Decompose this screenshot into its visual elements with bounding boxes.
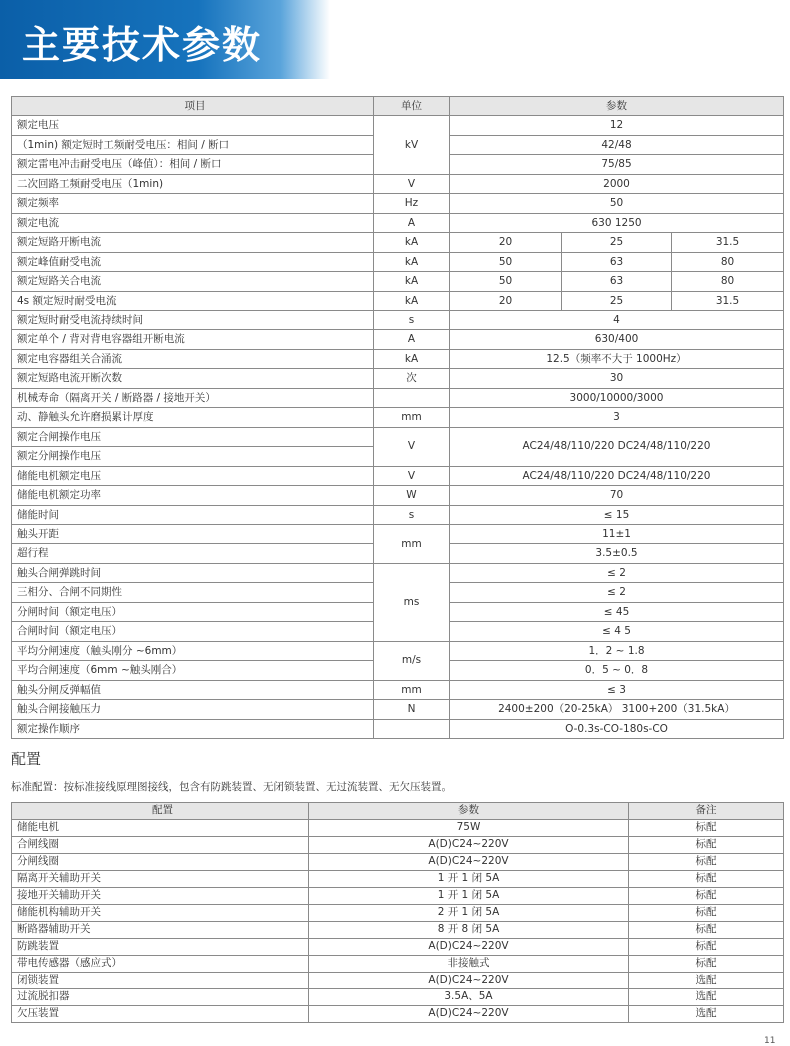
table-row <box>12 349 784 368</box>
table-row <box>12 194 784 213</box>
row-param: 20 <box>450 233 562 252</box>
row-param: 0．5 ~ 0．8 <box>450 661 784 680</box>
row-param: 2400±200（20-25kA） 3100+200（31.5kA） <box>450 700 784 719</box>
config-note: 选配 <box>629 989 784 1006</box>
row-item: 4s 额定短时耐受电流 <box>12 291 374 310</box>
config-name: 分闸线圈 <box>12 853 309 870</box>
row-param: 3 <box>450 408 784 427</box>
row-unit: V <box>374 466 450 485</box>
row-param: O-0.3s-CO-180s-CO <box>450 719 784 738</box>
row-unit: N <box>374 700 450 719</box>
spec-table <box>11 96 784 739</box>
row-item: 额定操作顺序 <box>12 719 374 738</box>
config-name: 接地开关辅助开关 <box>12 887 309 904</box>
table-row <box>12 904 784 921</box>
row-item: 额定电容器组关合涌流 <box>12 349 374 368</box>
config-param: 2 开 1 闭 5A <box>309 904 629 921</box>
row-param: ≤ 2 <box>450 583 784 602</box>
table-row <box>12 486 784 505</box>
config-note: 标配 <box>629 819 784 836</box>
row-item: 触头开距 <box>12 524 374 543</box>
table-row <box>12 330 784 349</box>
row-item: 额定电压 <box>12 116 374 135</box>
table-row <box>12 870 784 887</box>
row-param: 12.5（频率不大于 1000Hz） <box>450 349 784 368</box>
row-param: 11±1 <box>450 524 784 543</box>
table-row <box>12 972 784 989</box>
config-name: 合闸线圈 <box>12 836 309 853</box>
row-param: ≤ 15 <box>450 505 784 524</box>
row-param: 31.5 <box>672 291 784 310</box>
row-item: 二次回路工频耐受电压（1min) <box>12 174 374 193</box>
config-param: A(D)C24~220V <box>309 853 629 870</box>
table-row <box>12 369 784 388</box>
config-table <box>11 802 784 1023</box>
table-row <box>12 836 784 853</box>
config-note: 标配 <box>629 853 784 870</box>
row-param: 63 <box>562 272 672 291</box>
row-item: 三相分、合闸不同期性 <box>12 583 374 602</box>
row-unit: V <box>374 427 450 466</box>
row-unit: A <box>374 213 450 232</box>
spec-header-row <box>12 97 784 116</box>
row-unit: mm <box>374 680 450 699</box>
row-param: AC24/48/110/220 DC24/48/110/220 <box>450 466 784 485</box>
row-param: ≤ 2 <box>450 563 784 582</box>
row-unit: A <box>374 330 450 349</box>
row-item: 储能时间 <box>12 505 374 524</box>
row-unit: 次 <box>374 369 450 388</box>
row-param: 80 <box>672 272 784 291</box>
table-row <box>12 887 784 904</box>
row-item: 储能电机额定功率 <box>12 486 374 505</box>
config-param: A(D)C24~220V <box>309 938 629 955</box>
config-param: 1 开 1 闭 5A <box>309 887 629 904</box>
row-item: 额定分闸操作电压 <box>12 447 374 466</box>
row-item: 平均合闸速度（6mm ~触头刚合） <box>12 661 374 680</box>
table-row <box>12 174 784 193</box>
row-unit: kA <box>374 233 450 252</box>
row-param: 2000 <box>450 174 784 193</box>
table-row <box>12 938 784 955</box>
row-param: 630 1250 <box>450 213 784 232</box>
row-item: 触头合闸弹跳时间 <box>12 563 374 582</box>
row-item: 额定电流 <box>12 213 374 232</box>
row-param: 50 <box>450 194 784 213</box>
config-note: 标配 <box>629 938 784 955</box>
config-section-title: 配置 <box>11 750 42 768</box>
config-name: 欠压装置 <box>12 1006 309 1023</box>
table-row <box>12 272 784 291</box>
row-param: 25 <box>562 291 672 310</box>
config-note: 标配 <box>629 955 784 972</box>
config-note: 选配 <box>629 1006 784 1023</box>
row-unit: ms <box>374 563 450 641</box>
table-row <box>12 680 784 699</box>
row-item: 触头合闸接触压力 <box>12 700 374 719</box>
row-unit: s <box>374 505 450 524</box>
row-item: 额定峰值耐受电流 <box>12 252 374 271</box>
config-param: A(D)C24~220V <box>309 836 629 853</box>
config-description: 标准配置：按标准接线原理图接线，包含有防跳装置、无闭锁装置、无过流装置、无欠压装置。 <box>11 781 452 793</box>
table-row <box>12 955 784 972</box>
table-row <box>12 819 784 836</box>
row-param: 50 <box>450 252 562 271</box>
row-unit: W <box>374 486 450 505</box>
row-item: 额定合闸操作电压 <box>12 427 374 446</box>
row-param: 42/48 <box>450 135 784 154</box>
config-note: 选配 <box>629 972 784 989</box>
table-row <box>12 427 784 446</box>
header-unit: 单位 <box>374 97 450 116</box>
row-unit: s <box>374 310 450 329</box>
row-item: 储能电机额定电压 <box>12 466 374 485</box>
config-name: 闭锁装置 <box>12 972 309 989</box>
config-note: 标配 <box>629 887 784 904</box>
config-name: 防跳装置 <box>12 938 309 955</box>
row-item: 机械寿命（隔离开关 / 断路器 / 接地开关） <box>12 388 374 407</box>
row-unit: kA <box>374 272 450 291</box>
row-item: 触头分闸反弹幅值 <box>12 680 374 699</box>
row-param: 31.5 <box>672 233 784 252</box>
row-item: 平均分闸速度（触头刚分 ~6mm） <box>12 641 374 660</box>
row-unit: kA <box>374 252 450 271</box>
row-item: 合闸时间（额定电压） <box>12 622 374 641</box>
row-unit <box>374 719 450 738</box>
table-row <box>12 408 784 427</box>
row-param: 70 <box>450 486 784 505</box>
config-param: 8 开 8 闭 5A <box>309 921 629 938</box>
table-row <box>12 291 784 310</box>
row-param: 25 <box>562 233 672 252</box>
row-param: 63 <box>562 252 672 271</box>
table-row <box>12 641 784 660</box>
config-note: 标配 <box>629 904 784 921</box>
title-banner <box>0 0 330 79</box>
row-param: ≤ 3 <box>450 680 784 699</box>
row-param: 20 <box>450 291 562 310</box>
table-row <box>12 524 784 543</box>
row-unit: mm <box>374 408 450 427</box>
row-item: 额定短路关合电流 <box>12 272 374 291</box>
row-item: 额定短路开断电流 <box>12 233 374 252</box>
row-param: 630/400 <box>450 330 784 349</box>
row-item: 超行程 <box>12 544 374 563</box>
header-config: 配置 <box>12 803 309 820</box>
table-row <box>12 505 784 524</box>
row-unit: m/s <box>374 641 450 680</box>
row-param: 30 <box>450 369 784 388</box>
header-param: 参数 <box>309 803 629 820</box>
config-header-row <box>12 803 784 820</box>
row-unit: kA <box>374 349 450 368</box>
row-param: 75/85 <box>450 155 784 174</box>
config-name: 带电传感器（感应式） <box>12 955 309 972</box>
row-item: 分闸时间（额定电压） <box>12 602 374 621</box>
header-item: 项目 <box>12 97 374 116</box>
config-param: 75W <box>309 819 629 836</box>
row-item: 额定单个 / 背对背电容器组开断电流 <box>12 330 374 349</box>
row-param: 12 <box>450 116 784 135</box>
row-param: AC24/48/110/220 DC24/48/110/220 <box>450 427 784 466</box>
row-param: 80 <box>672 252 784 271</box>
config-param: 1 开 1 闭 5A <box>309 870 629 887</box>
table-row <box>12 252 784 271</box>
row-param: 4 <box>450 310 784 329</box>
page-number: 11 <box>764 1036 776 1046</box>
row-param: 1．2 ~ 1.8 <box>450 641 784 660</box>
page-title: 主要技术参数 <box>22 22 263 67</box>
row-unit: mm <box>374 524 450 563</box>
table-row <box>12 233 784 252</box>
config-name: 隔离开关辅助开关 <box>12 870 309 887</box>
row-item: 额定短时耐受电流持续时间 <box>12 310 374 329</box>
config-param: A(D)C24~220V <box>309 1006 629 1023</box>
row-unit: kV <box>374 116 450 174</box>
config-name: 储能机构辅助开关 <box>12 904 309 921</box>
config-name: 储能电机 <box>12 819 309 836</box>
config-note: 标配 <box>629 921 784 938</box>
config-param: A(D)C24~220V <box>309 972 629 989</box>
row-item: 额定雷电冲击耐受电压（峰值）：相间 / 断口 <box>12 155 374 174</box>
row-item: （1min) 额定短时工频耐受电压：相间 / 断口 <box>12 135 374 154</box>
table-row <box>12 310 784 329</box>
table-row <box>12 719 784 738</box>
header-param: 参数 <box>450 97 784 116</box>
table-row <box>12 1006 784 1023</box>
row-param: ≤ 4 5 <box>450 622 784 641</box>
table-row <box>12 921 784 938</box>
config-name: 断路器辅助开关 <box>12 921 309 938</box>
table-row <box>12 989 784 1006</box>
table-row <box>12 213 784 232</box>
table-row <box>12 700 784 719</box>
table-row <box>12 388 784 407</box>
config-name: 过流脱扣器 <box>12 989 309 1006</box>
config-param: 非接触式 <box>309 955 629 972</box>
row-param: ≤ 45 <box>450 602 784 621</box>
config-param: 3.5A、5A <box>309 989 629 1006</box>
row-unit: kA <box>374 291 450 310</box>
config-note: 标配 <box>629 870 784 887</box>
row-unit: Hz <box>374 194 450 213</box>
row-unit: V <box>374 174 450 193</box>
row-param: 3.5±0.5 <box>450 544 784 563</box>
row-item: 额定频率 <box>12 194 374 213</box>
row-item: 动、静触头允许磨损累计厚度 <box>12 408 374 427</box>
row-param: 3000/10000/3000 <box>450 388 784 407</box>
row-item: 额定短路电流开断次数 <box>12 369 374 388</box>
table-row <box>12 116 784 135</box>
header-note: 备注 <box>629 803 784 820</box>
config-note: 标配 <box>629 836 784 853</box>
table-row <box>12 466 784 485</box>
row-unit <box>374 388 450 407</box>
table-row <box>12 853 784 870</box>
table-row <box>12 563 784 582</box>
row-param: 50 <box>450 272 562 291</box>
